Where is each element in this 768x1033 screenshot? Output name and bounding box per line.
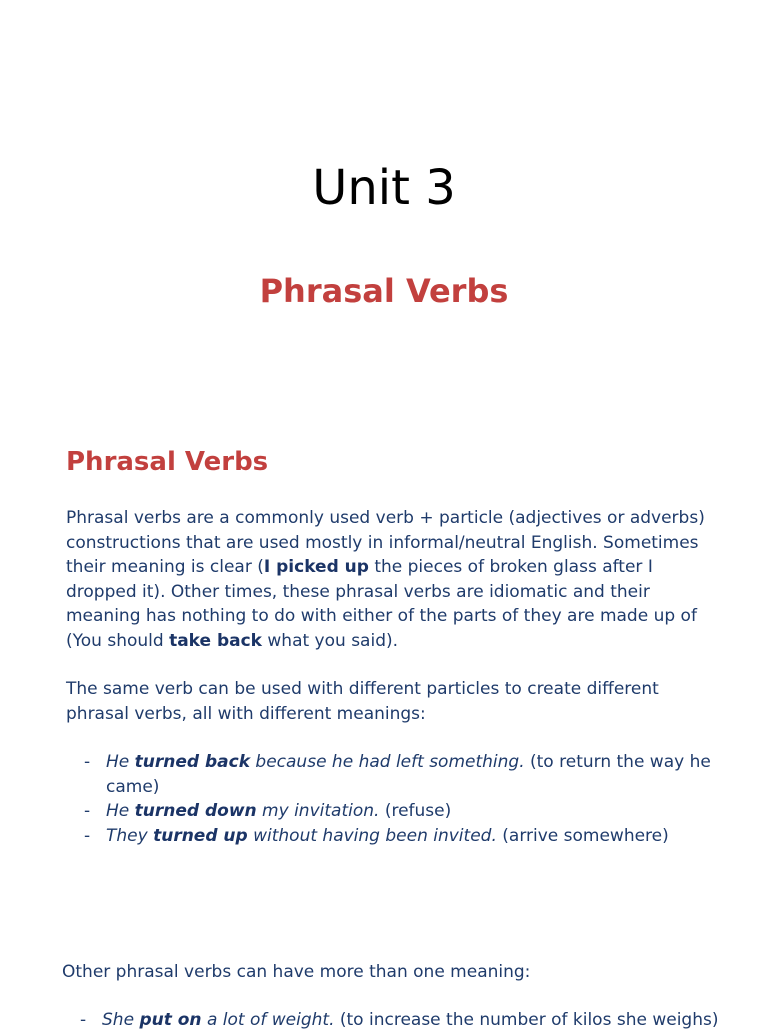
example-meaning: (refuse) — [379, 801, 452, 821]
unit-title: Unit 3 — [312, 160, 456, 216]
intro-text-3: what you said). — [261, 630, 399, 651]
list-item — [62, 1008, 762, 1033]
example-verb: turned up — [153, 825, 248, 846]
main-content — [66, 440, 726, 848]
example-pre: She — [102, 1010, 140, 1030]
example-phrase-picked-up: I picked up — [263, 557, 369, 577]
example-meaning: (arrive somewhere) — [496, 825, 669, 846]
example-post: a lot of weight. — [201, 1010, 335, 1030]
dash-bullet: - — [80, 1010, 87, 1030]
dash-bullet: - — [84, 801, 91, 821]
example-verb: put on — [139, 1010, 202, 1030]
example-post: my invitation. — [256, 801, 380, 821]
example-pre: They — [106, 825, 154, 846]
example-post: because he had left something. — [250, 752, 525, 772]
example-post: without having been invited. — [247, 825, 497, 846]
particles-paragraph: The same verb can be used with different particles to create different phrasal verbs, all with different meanings: — [66, 679, 659, 724]
list-item — [66, 750, 726, 799]
example-verb: turned down — [134, 801, 257, 821]
intro-text-2: the pieces of broken glass after I dropped it). Other times, these phrasal verbs are idiomatic and their meaning has nothing to do with either of the parts of they are made up of (You should — [66, 557, 697, 651]
examples-list-2 — [62, 1008, 762, 1033]
example-verb: turned back — [134, 752, 251, 772]
multiple-meanings-paragraph: Other phrasal verbs can have more than one meaning: — [62, 962, 531, 982]
example-phrase-take-back: take back — [169, 630, 262, 651]
example-meaning: (to return the way he came) — [106, 752, 711, 797]
list-item — [66, 824, 726, 849]
dash-bullet: - — [84, 825, 91, 846]
list-item — [66, 799, 726, 824]
example-pre: He — [106, 801, 135, 821]
dash-bullet: - — [84, 752, 91, 772]
example-pre: He — [106, 752, 135, 772]
cover-subtitle: Phrasal Verbs — [259, 272, 509, 310]
example-sentence — [102, 1010, 334, 1030]
example-meaning: (to increase the number of kilos she weighs) — [334, 1010, 719, 1030]
example-sentence — [106, 752, 525, 772]
intro-paragraph — [66, 506, 726, 653]
section-heading: Phrasal Verbs — [66, 447, 269, 477]
example-sentence — [106, 826, 497, 846]
intro-text-1: Phrasal verbs are a commonly used verb + particle (adjectives or adverbs) constructions that are used mostly in informal/neutral English. Sometimes their meaning is clear ( — [66, 508, 705, 577]
example-sentence — [106, 801, 379, 821]
examples-list — [66, 750, 726, 848]
